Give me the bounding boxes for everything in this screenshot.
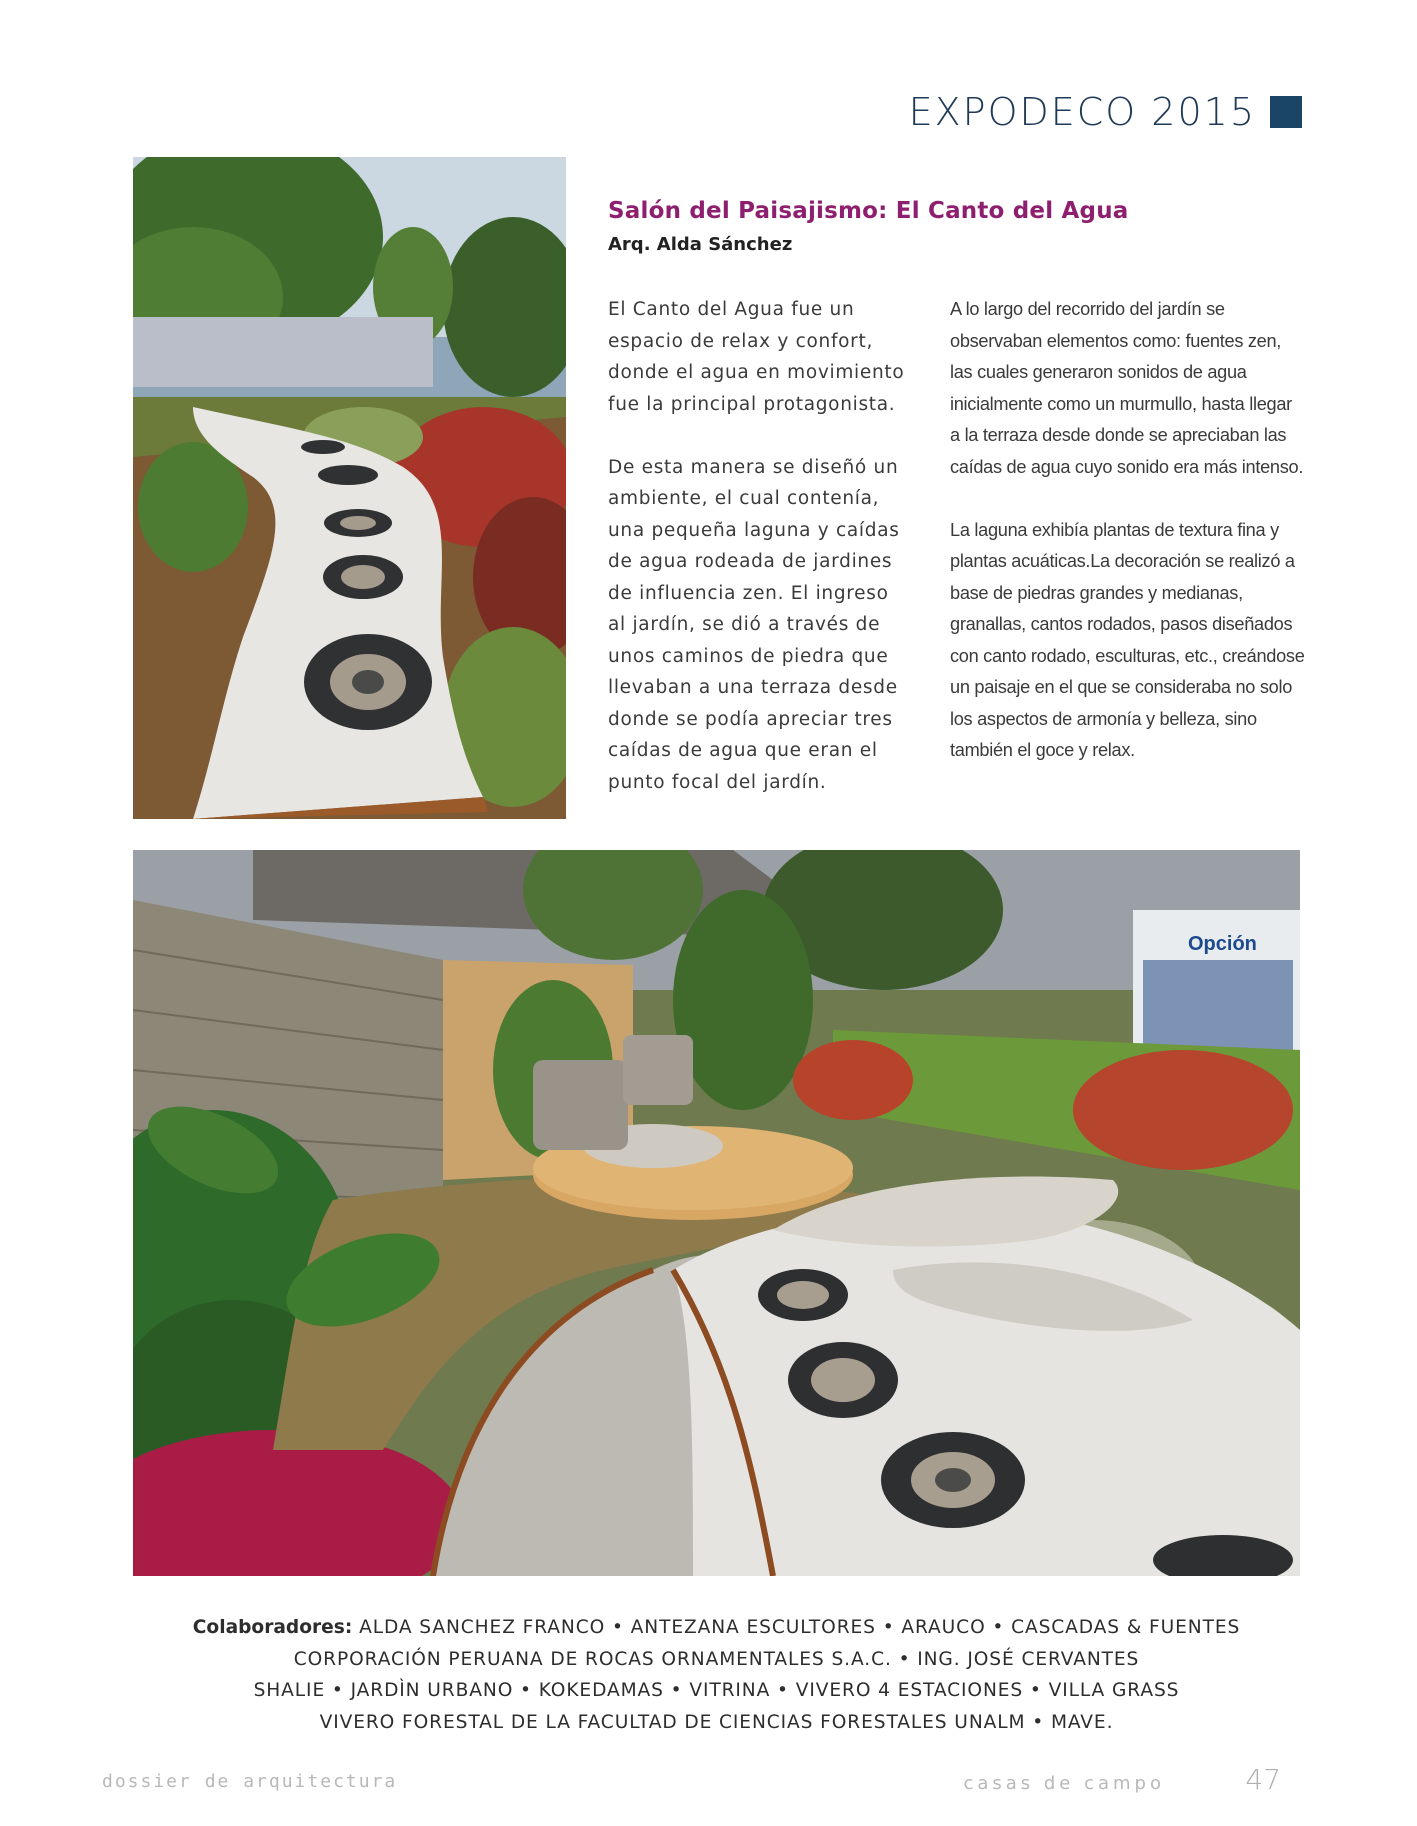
page-number: 47 — [1245, 1763, 1281, 1796]
credits — [133, 1612, 1300, 1738]
credits-label: Colaboradores: — [192, 1617, 353, 1638]
paragraph: A lo largo del recorrido del jardín se observaban elementos como: fuentes zen, las cuales generaron sonidos de agua inicialmente como un murmullo, hasta llegar a la terraza desde donde se apreciaban las caídas de agua cuyo sonido era más intenso. — [950, 299, 1304, 477]
article-author: Arq. Alda Sánchez — [608, 234, 793, 255]
article-title: Salón del Paisajismo: El Canto del Agua — [608, 198, 1129, 224]
page-header — [909, 90, 1302, 134]
credits-line: VIVERO FORESTAL DE LA FACULTAD DE CIENCIAS FORESTALES UNALM • MAVE. — [319, 1711, 1114, 1733]
paragraph: El Canto del Agua fue un espacio de relax y confort, donde el agua en movimiento fue la principal protagonista. — [608, 299, 905, 415]
footer-magazine-name: dossier de arquitectura — [102, 1771, 398, 1792]
credits-line: SHALIE • JARDÌN URBANO • KOKEDAMAS • VITRINA • VIVERO 4 ESTACIONES • VILLA GRASS — [253, 1680, 1180, 1701]
garden-path-photo — [133, 157, 566, 819]
article-column-right — [950, 294, 1305, 798]
garden-pond-photo — [133, 850, 1300, 1576]
article-column-left — [608, 294, 908, 830]
paragraph: De esta manera se diseñó un ambiente, el cual contenía, una pequeña laguna y caídas de agua rodeada de jardines de influencia zen. El ingreso al jardín, se dió a través de unos caminos de piedra que llevaban a una terraza desde donde se podía apreciar tres caídas de agua que eran el punto focal del jardín. — [608, 456, 900, 793]
section-title: EXPODECO 2015 — [908, 90, 1256, 134]
footer-section-name: casas de campo — [963, 1773, 1165, 1794]
stand-sign: Opción — [1188, 933, 1257, 955]
credits-text: ALDA SANCHEZ FRANCO • ANTEZANA ESCULTORES • ARAUCO • CASCADAS & FUENTES — [359, 1617, 1241, 1638]
section-marker — [1270, 96, 1302, 128]
credits-line — [133, 1612, 1300, 1644]
credits-line: CORPORACIÓN PERUANA DE ROCAS ORNAMENTALES S.A.C. • ING. JOSÉ CERVANTES — [293, 1648, 1140, 1670]
paragraph: La laguna exhibía plantas de textura fina y plantas acuáticas.La decoración se realizó a base de piedras grandes y medianas, granallas, cantos rodados, pasos diseñados con canto rodado, esculturas, etc., creándose un paisaje en el que se consideraba no solo los aspectos de armonía y belleza, sino también el goce y relax. — [950, 519, 1305, 760]
